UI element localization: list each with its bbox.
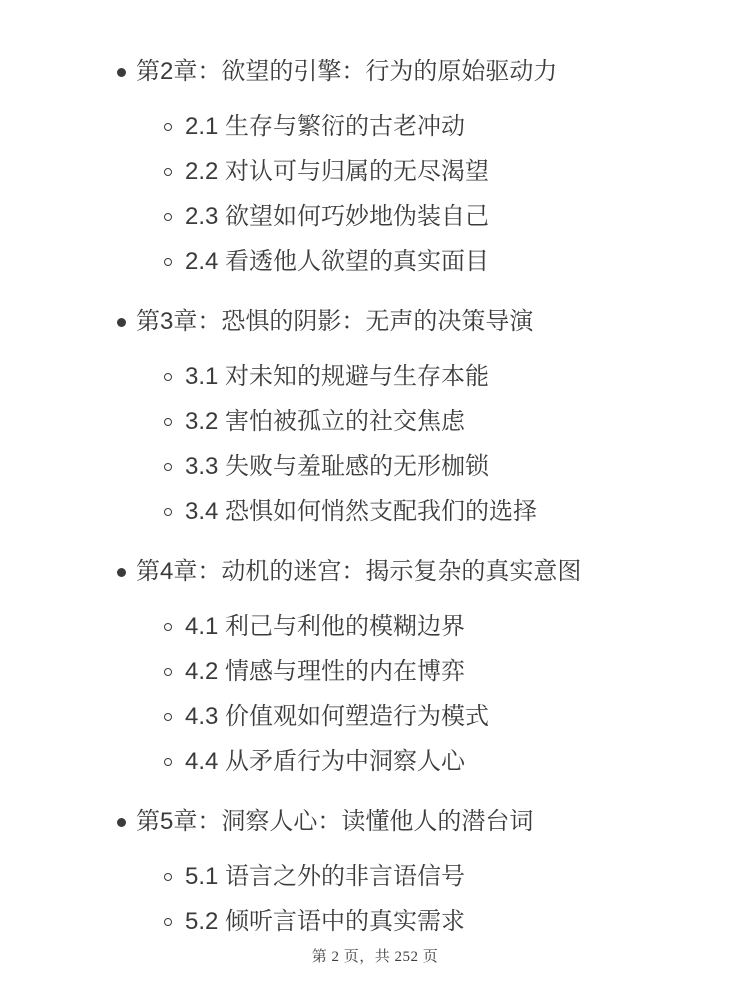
section-title: 4.2 情感与理性的内在博弈 (185, 658, 466, 685)
section-item (185, 246, 710, 278)
bullet-circle-icon (164, 758, 172, 766)
section-item (185, 701, 710, 733)
section-list (136, 861, 710, 938)
page-number-label: 第 2 页，共 252 页 (311, 949, 439, 965)
section-list (136, 111, 710, 278)
chapter-item (136, 306, 710, 528)
chapter-list (136, 56, 710, 938)
bullet-circle-icon (164, 623, 172, 631)
bullet-circle-icon (164, 258, 172, 266)
section-item (185, 156, 710, 188)
section-title: 3.4 恐惧如何悄然支配我们的选择 (185, 498, 538, 525)
bullet-circle-icon (164, 213, 172, 221)
section-item (185, 611, 710, 643)
section-title: 2.3 欲望如何巧妙地伪装自己 (185, 203, 490, 230)
section-item (185, 656, 710, 688)
chapter-item (136, 56, 710, 278)
bullet-circle-icon (164, 508, 172, 516)
section-title: 3.2 害怕被孤立的社交焦虑 (185, 408, 466, 435)
bullet-circle-icon (164, 713, 172, 721)
section-item (185, 201, 710, 233)
chapter-item (136, 806, 710, 938)
section-title: 5.2 倾听言语中的真实需求 (185, 908, 466, 935)
section-item (185, 451, 710, 483)
bullet-circle-icon (164, 373, 172, 381)
bullet-circle-icon (164, 918, 172, 926)
bullet-circle-icon (164, 418, 172, 426)
section-title: 5.1 语言之外的非言语信号 (185, 863, 466, 890)
chapter-title: 第4章：动机的迷宫：揭示复杂的真实意图 (136, 558, 582, 585)
section-list (136, 361, 710, 528)
chapter-item (136, 556, 710, 778)
section-title: 4.3 价值观如何塑造行为模式 (185, 703, 490, 730)
section-title: 3.3 失败与羞耻感的无形枷锁 (185, 453, 490, 480)
section-item (185, 861, 710, 893)
page-footer (0, 945, 750, 966)
bullet-disc-icon (117, 818, 126, 827)
section-item (185, 111, 710, 143)
section-item (185, 496, 710, 528)
section-title: 4.4 从矛盾行为中洞察人心 (185, 748, 466, 775)
bullet-disc-icon (117, 318, 126, 327)
chapter-title: 第5章：洞察人心：读懂他人的潜台词 (136, 808, 534, 835)
section-item (185, 906, 710, 938)
chapter-title: 第3章：恐惧的阴影：无声的决策导演 (136, 308, 534, 335)
section-item (185, 361, 710, 393)
bullet-circle-icon (164, 668, 172, 676)
section-item (185, 746, 710, 778)
bullet-circle-icon (164, 463, 172, 471)
bullet-circle-icon (164, 168, 172, 176)
bullet-disc-icon (117, 68, 126, 77)
section-item (185, 406, 710, 438)
section-list (136, 611, 710, 778)
bullet-circle-icon (164, 873, 172, 881)
bullet-disc-icon (117, 568, 126, 577)
chapter-title: 第2章：欲望的引擎：行为的原始驱动力 (136, 58, 558, 85)
section-title: 2.4 看透他人欲望的真实面目 (185, 248, 490, 275)
section-title: 2.2 对认可与归属的无尽渴望 (185, 158, 490, 185)
section-title: 4.1 利己与利他的模糊边界 (185, 613, 466, 640)
section-title: 3.1 对未知的规避与生存本能 (185, 363, 490, 390)
bullet-circle-icon (164, 123, 172, 131)
section-title: 2.1 生存与繁衍的古老冲动 (185, 113, 466, 140)
